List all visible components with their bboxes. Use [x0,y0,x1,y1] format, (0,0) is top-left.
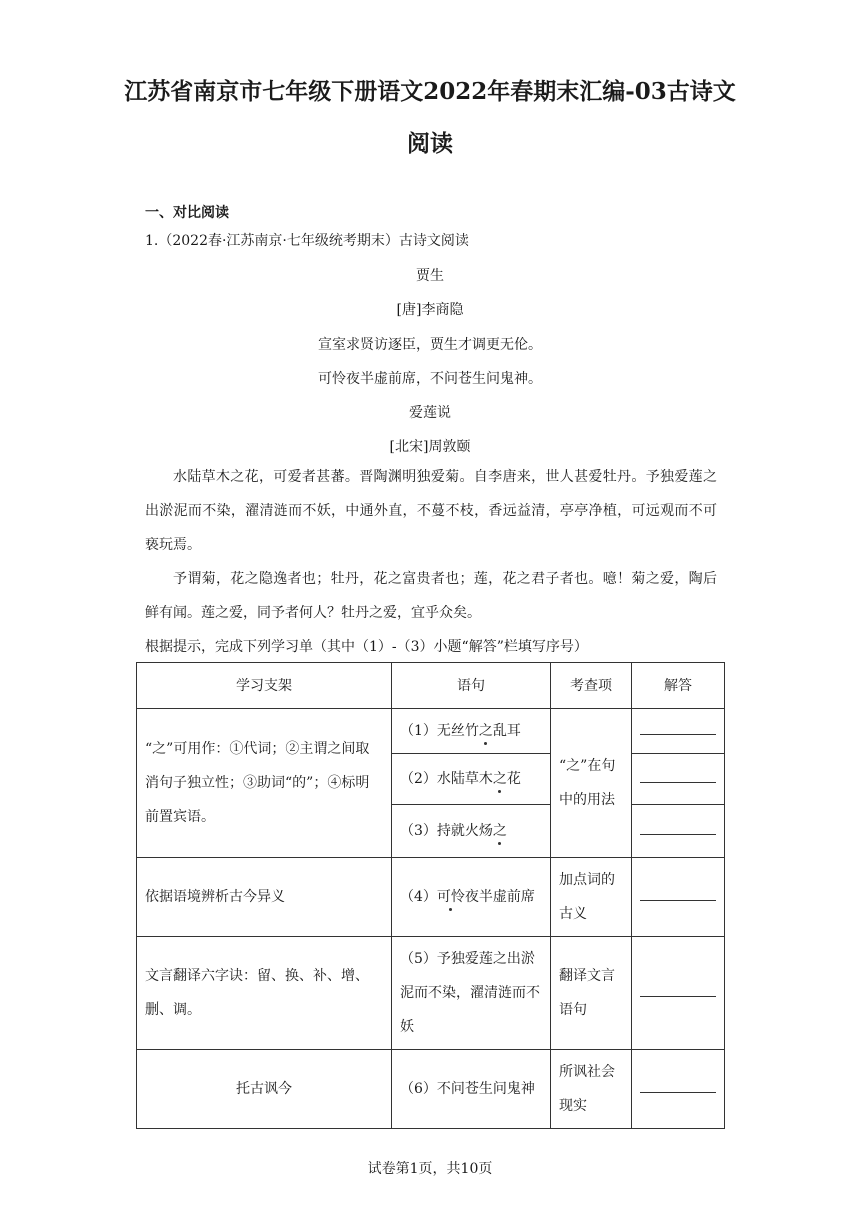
answer-6[interactable] [632,1050,725,1129]
table-header-row [137,663,725,709]
table-row [137,1050,725,1129]
scaffold-translation: 文言翻译六字诀：留、换、补、增、删、调。 [137,937,392,1050]
answer-blank[interactable] [640,978,716,997]
sentence-5: （5）予独爱莲之出淤泥而不染，濯清涟而不妖 [392,937,551,1050]
sentence-6: （6）不问苍生问鬼神 [392,1050,551,1129]
answer-blank[interactable] [640,1074,716,1093]
section-heading: 一、对比阅读 [145,205,229,221]
answer-4[interactable] [632,858,725,937]
answer-blank[interactable] [640,716,716,735]
poem-author: [唐]李商隐 [396,302,464,318]
page-title [60,66,800,170]
poem-line-1: 宣室求贤访逐臣，贾生才调更无伦。 [318,337,542,353]
sentence-2: （2）水陆草木之花 [392,754,551,805]
question-stem: 1.（2022春·江苏南京·七年级统考期末）古诗文阅读 [145,233,469,249]
poem-line-2: 可怜夜半虚前席，不问苍生问鬼神。 [318,371,542,387]
essay-paragraph-1: 水陆草木之花，可爱者甚蕃。晋陶渊明独爱菊。自李唐来，世人甚爱牡丹。予独爱莲之出淤泥而不染，濯清涟而不妖，中通外直，不蔓不枝，香远益清，亭亭净植，可远观而不可亵玩焉。 [145,469,717,553]
poem-title: 贾生 [416,268,444,284]
header-answer: 解答 [632,663,725,709]
item-social-reality: 所讽社会现实 [551,1050,632,1129]
sentence-1: （1）无丝竹之乱耳 [392,709,551,754]
answer-2[interactable] [632,754,725,805]
table-prompt: 根据提示，完成下列学习单（其中（1）-（3）小题“解答”栏填写序号） [145,639,588,655]
title-line-2: 阅读 [407,130,453,157]
scaffold-satire: 托古讽今 [137,1050,392,1129]
study-sheet-table [136,662,725,1129]
page-footer: 试卷第1页，共10页 [367,1161,493,1177]
essay-title: 爱莲说 [409,405,451,421]
essay-paragraph-2: 予谓菊，花之隐逸者也；牡丹，花之富贵者也；莲，花之君子者也。噫！菊之爱，陶后鲜有闻。莲之爱，同予者何人？牡丹之爱，宜乎众矣。 [145,571,717,621]
item-ancient-meaning: 加点词的古义 [551,858,632,937]
scaffold-zhi: “之”可用作：①代词；②主谓之间取消句子独立性；③助词“的”；④标明前置宾语。 [137,709,392,858]
header-sentence: 语句 [392,663,551,709]
answer-1[interactable] [632,709,725,754]
answer-blank[interactable] [640,816,716,835]
header-item: 考查项 [551,663,632,709]
essay-author: [北宋]周敦颐 [389,439,471,455]
answer-blank[interactable] [640,882,716,901]
table-row [137,709,725,754]
item-translation: 翻译文言语句 [551,937,632,1050]
table-row [137,937,725,1050]
table-row [137,858,725,937]
scaffold-ancient-meaning: 依据语境辨析古今异义 [137,858,392,937]
answer-3[interactable] [632,805,725,858]
answer-5[interactable] [632,937,725,1050]
sentence-3: （3）持就火炀之 [392,805,551,858]
title-line-1: 江苏省南京市七年级下册语文2022年春期末汇编-03古诗文 [124,78,736,105]
item-zhi-usage: “之”在句中的用法 [551,709,632,858]
sentence-4: （4）可怜夜半虚前席 [392,858,551,937]
header-scaffold: 学习支架 [137,663,392,709]
answer-blank[interactable] [640,764,716,783]
